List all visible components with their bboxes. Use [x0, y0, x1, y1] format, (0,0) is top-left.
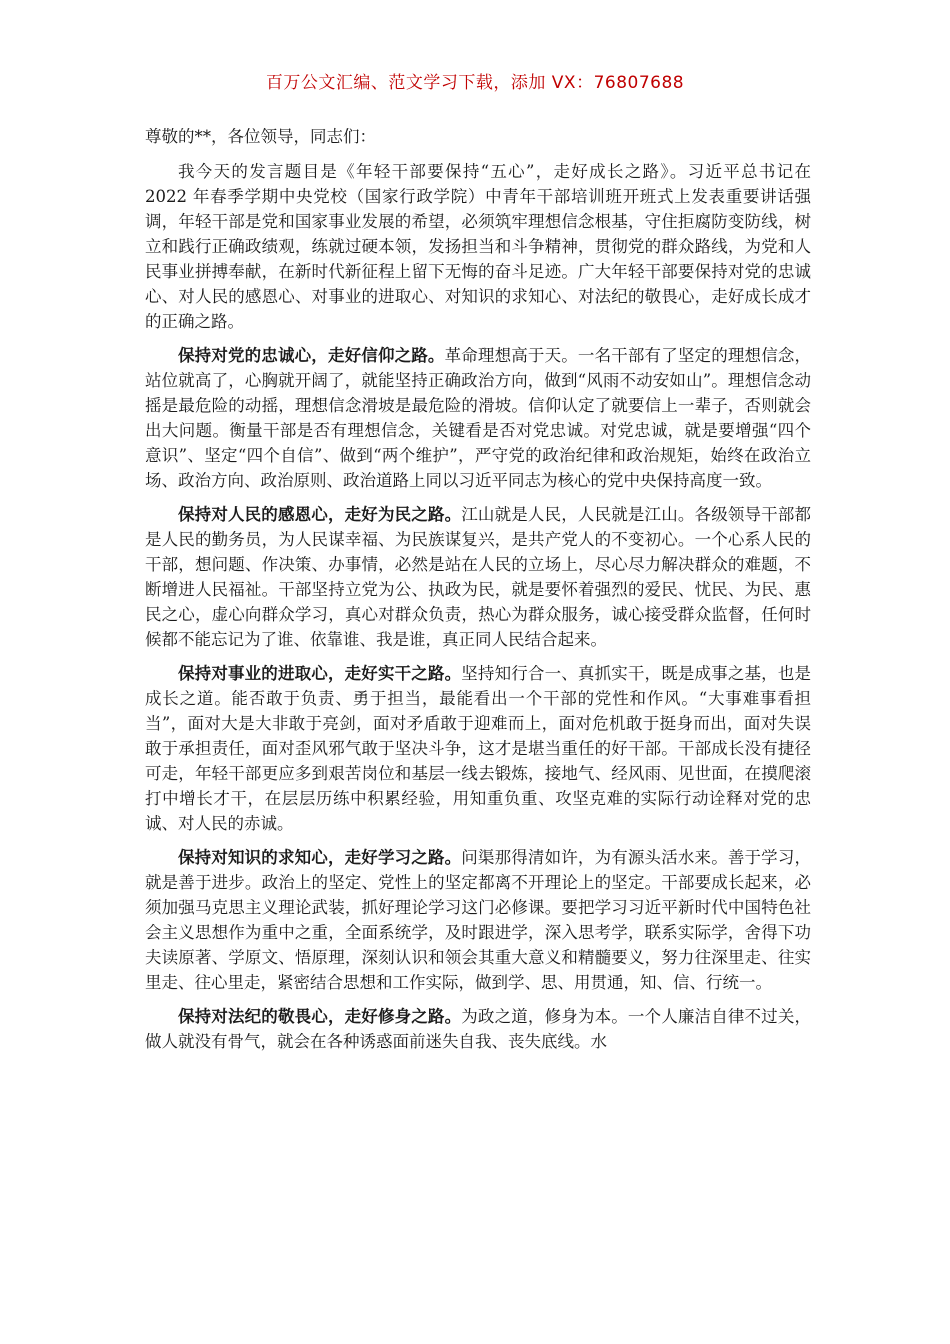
- section-text: 革命理想高于天。一名干部有了坚定的理想信念，站位就高了，心胸就开阔了，就能坚持正确政治方向，做到“风雨不动安如山”。理想信念动摇是最危险的动摇，理想信念滑坡是最危险的滑坡。信仰认定了就要信上一辈子，否则就会出大问题。衡量干部是否有理想信念，关键看是否对党忠诚。对党忠诚，就是要增强“四个意识”、坚定“四个自信”、做到“两个维护”，严守党的政治纪律和政治规矩，始终在政治立场、政治方向、政治原则、政治道路上同以习近平同志为核心的党中央保持高度一致。: [145, 346, 812, 490]
- section-heading: 保持对事业的进取心，走好实干之路。: [178, 664, 462, 683]
- section-heading: 保持对法纪的敬畏心，走好修身之路。: [178, 1007, 462, 1026]
- section-loyalty: [145, 343, 811, 493]
- speech-body: [145, 124, 811, 1063]
- section-text: 江山就是人民，人民就是江山。各级领导干部都是人民的勤务员，为人民谋幸福、为民族谋复兴，是共产党人的不变初心。一个心系人民的干部，想问题、作决策、办事情，必然是站在人民的立场上，尽心尽力解决群众的难题，不断增进人民福祉。干部坚持立党为公、执政为民，就是要怀着强烈的爱民、忧民、为民、惠民之心，虚心向群众学习，真心对群众负责，热心为群众服务，诚心接受群众监督，任何时候都不能忘记为了谁、依靠谁、我是谁，真正同人民结合起来。: [145, 505, 812, 649]
- section-text: 问渠那得清如许，为有源头活水来。善于学习，就是善于进步。政治上的坚定、党性上的坚定都离不开理论上的坚定。干部要成长起来，必须加强马克思主义理论武装，抓好理论学习这门必修课。要把学习习近平新时代中国特色社会主义思想作为重中之重，全面系统学，及时跟进学，深入思考学，联系实际学，舍得下功夫读原著、学原文、悟原理，深刻认识和领会其重大意义和精髓要义，努力往深里走、往实里走、往心里走，紧密结合思想和工作实际，做到学、思、用贯通，知、信、行统一。: [145, 848, 812, 992]
- salutation: 尊敬的**，各位领导，同志们：: [145, 127, 376, 146]
- section-learning: [145, 845, 811, 995]
- section-heading: 保持对知识的求知心，走好学习之路。: [178, 848, 462, 867]
- section-discipline: [145, 1004, 811, 1054]
- section-progress: [145, 661, 811, 836]
- section-text: 坚持知行合一、真抓实干，既是成事之基，也是成长之道。能否敢于负责、勇于担当，最能看出一个干部的党性和作风。“大事难事看担当”，面对大是大非敢于亮剑，面对矛盾敢于迎难而上，面对危机敢于挺身而出，面对失误敢于承担责任，面对歪风邪气敢于坚决斗争，这才是堪当重任的好干部。干部成长没有捷径可走，年轻干部更应多到艰苦岗位和基层一线去锻炼，接地气、经风雨、见世面，在摸爬滚打中增长才干，在层层历练中积累经验，用知重负重、攻坚克难的实际行动诠释对党的忠诚、对人民的赤诚。: [145, 664, 812, 833]
- section-heading: 保持对人民的感恩心，走好为民之路。: [178, 505, 462, 524]
- intro-paragraph: 我今天的发言题目是《年轻干部要保持“五心”，走好成长之路》。习近平总书记在 2022 年春季学期中央党校（国家行政学院）中青年干部培训班开班式上发表重要讲话强调，年轻干部是党和国家事业发展的希望，必须筑牢理想信念根基，守住拒腐防变防线，树立和践行正确政绩观，练就过硬本领，发扬担当和斗争精神，贯彻党的群众路线，为党和人民事业拼搏奉献，在新时代新征程上留下无悔的奋斗足迹。广大年轻干部要保持对党的忠诚心、对人民的感恩心、对事业的进取心、对知识的求知心、对法纪的敬畏心，走好成长成才的正确之路。: [145, 162, 811, 331]
- section-heading: 保持对党的忠诚心，走好信仰之路。: [178, 346, 445, 365]
- section-text: 为政之道，修身为本。一个人廉洁自律不过关，做人就没有骨气，就会在各种诱惑面前迷失自我、丧失底线。水: [145, 1007, 812, 1051]
- promo-header: 百万公文汇编、范文学习下载，添加 VX：76807688: [265, 73, 685, 93]
- section-gratitude: [145, 502, 811, 652]
